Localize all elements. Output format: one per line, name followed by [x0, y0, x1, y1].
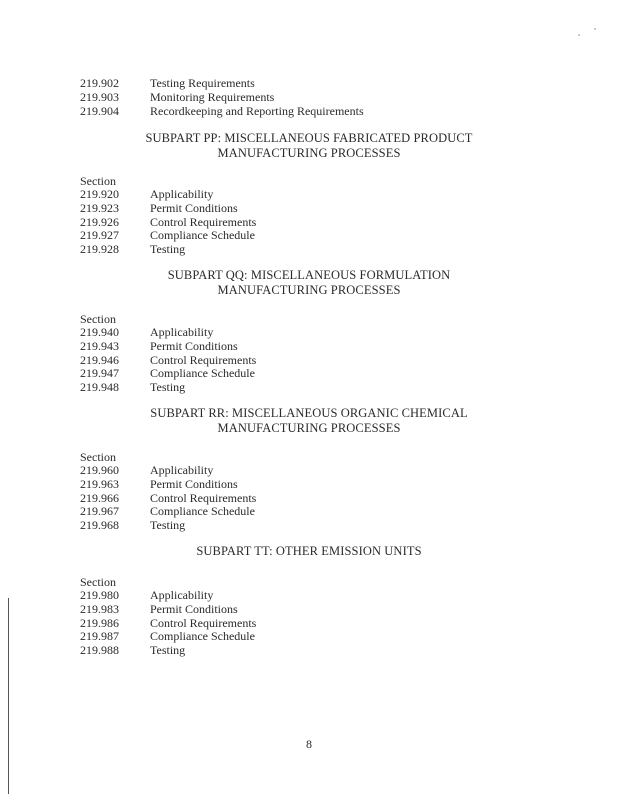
toc-row [0, 188, 618, 202]
section-title: Testing Requirements [150, 76, 255, 90]
toc-row [0, 105, 618, 119]
subpart-heading [0, 131, 618, 161]
subpart-heading-line1: SUBPART TT: OTHER EMISSION UNITS [196, 544, 422, 558]
section-title: Applicability [150, 463, 214, 477]
toc-row [0, 340, 618, 354]
section-number: 219.926 [80, 214, 119, 229]
section-title: Applicability [150, 187, 214, 201]
toc-row [0, 91, 618, 105]
section-title: Control Requirements [150, 352, 257, 367]
toc-row [0, 354, 618, 368]
subpart-heading-line1: SUBPART RR: MISCELLANEOUS ORGANIC CHEMICAL [150, 406, 468, 420]
section-title: Monitoring Requirements [150, 89, 275, 104]
section-number: 219.903 [80, 89, 119, 104]
toc-row [0, 644, 618, 658]
toc-row [0, 617, 618, 631]
toc-row [0, 381, 618, 395]
section-number: 219.966 [80, 490, 119, 505]
toc-row [0, 630, 618, 644]
section-number: 219.902 [80, 76, 119, 90]
section-number: 219.988 [80, 643, 119, 658]
section-number: 219.943 [80, 338, 119, 353]
section-title: Compliance Schedule [150, 504, 255, 519]
subpart-heading-line2: MANUFACTURING PROCESSES [217, 421, 401, 435]
section-title: Recordkeeping and Reporting Requirements [150, 103, 364, 118]
subpart-heading-line2: MANUFACTURING PROCESSES [217, 283, 401, 297]
toc-row [0, 216, 618, 230]
toc-row [0, 202, 618, 216]
scan-speck [578, 34, 580, 36]
section-title: Compliance Schedule [150, 366, 255, 381]
section-number: 219.927 [80, 228, 119, 243]
section-number: 219.980 [80, 588, 119, 602]
section-number: 219.983 [80, 601, 119, 616]
section-number: 219.904 [80, 103, 119, 118]
section-number: 219.948 [80, 380, 119, 395]
subpart-heading [0, 268, 618, 298]
section-title: Permit Conditions [150, 338, 238, 353]
section-number: 219.968 [80, 518, 119, 533]
section-number: 219.947 [80, 366, 119, 381]
section-number: 219.967 [80, 504, 119, 519]
section-number: 219.963 [80, 476, 119, 491]
section-number: 219.920 [80, 187, 119, 201]
subpart-heading [0, 406, 618, 436]
section-number: 219.923 [80, 200, 119, 215]
section-number: 219.928 [80, 242, 119, 257]
section-title: Permit Conditions [150, 476, 238, 491]
section-title: Testing [150, 643, 186, 658]
section-title: Testing [150, 518, 186, 533]
toc-row [0, 464, 618, 478]
toc-row [0, 492, 618, 506]
page-number: 8 [306, 737, 312, 751]
subpart-heading-line2: MANUFACTURING PROCESSES [217, 146, 401, 160]
subpart-heading-line1: SUBPART QQ: MISCELLANEOUS FORMULATION [167, 268, 451, 282]
toc-row [0, 519, 618, 533]
section-label: Section [80, 575, 116, 589]
toc-row [0, 77, 618, 91]
toc-row [0, 603, 618, 617]
section-label: Section [80, 312, 116, 326]
subpart-entries [0, 589, 618, 658]
section-title: Permit Conditions [150, 200, 238, 215]
section-label: Section [80, 450, 116, 464]
section-title: Permit Conditions [150, 601, 238, 616]
section-title: Testing [150, 380, 186, 395]
subpart-entries [0, 326, 618, 395]
subpart-heading [0, 544, 618, 559]
section-title: Control Requirements [150, 214, 257, 229]
section-label: Section [80, 174, 116, 188]
section-title: Compliance Schedule [150, 629, 255, 644]
section-number: 219.940 [80, 325, 119, 339]
toc-row [0, 326, 618, 340]
subpart-heading-line1: SUBPART PP: MISCELLANEOUS FABRICATED PRODUCT [145, 131, 473, 145]
scan-speck [594, 28, 596, 30]
section-title: Applicability [150, 588, 214, 602]
toc-row [0, 229, 618, 243]
top-entries [0, 77, 618, 118]
section-title: Control Requirements [150, 490, 257, 505]
subpart-entries [0, 188, 618, 257]
section-title: Control Requirements [150, 615, 257, 630]
toc-row [0, 478, 618, 492]
subpart-entries [0, 464, 618, 533]
section-number: 219.960 [80, 463, 119, 477]
toc-row [0, 367, 618, 381]
section-number: 219.946 [80, 352, 119, 367]
section-number: 219.987 [80, 629, 119, 644]
section-title: Compliance Schedule [150, 228, 255, 243]
toc-row [0, 243, 618, 257]
toc-row [0, 505, 618, 519]
toc-row [0, 589, 618, 603]
section-title: Testing [150, 242, 186, 257]
section-number: 219.986 [80, 615, 119, 630]
section-title: Applicability [150, 325, 214, 339]
